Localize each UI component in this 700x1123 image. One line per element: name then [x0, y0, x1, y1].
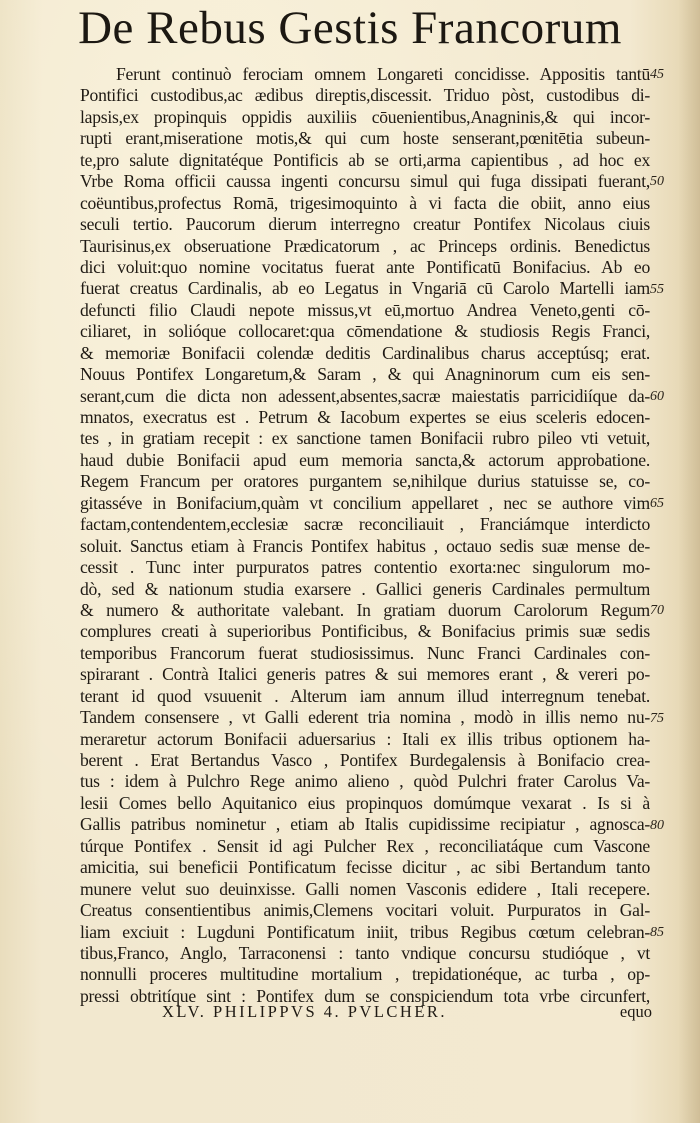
text-line: defuncti filio Claudi nepote missus,vt eū,mortuo Andrea Veneto,genti cō- — [80, 299, 650, 320]
text-line: munere velut suo deuinxisse. Galli nomen Vasconis edidere , Itali recepere. — [80, 878, 650, 899]
text-line: meraretur actorum Bonifacii aduersarius : Itali ex illis tribus optionem ha- — [80, 728, 650, 749]
text-line: Vrbe Roma officii caussa ingenti concursu simul qui fuga dissipati fuerant, — [80, 171, 650, 192]
text-line: seculi tertio. Paucorum dierum interregno creatur Pontifex Nicolaus ciuis — [80, 214, 650, 235]
text-line: Regem Francum per oratores purgantem se,nihilque durius statuisse se, co- — [80, 471, 650, 492]
margin-line-number: 60 — [650, 388, 664, 404]
text-line: nonnulli proceres multitudine mortalium , trepidationéque, ac turba , op- — [80, 964, 650, 985]
margin-line-number: 70 — [650, 603, 664, 619]
text-line: terant id quod vsuuenit . Alterum iam annum illud interregnum tenebat. — [80, 685, 650, 706]
page-footer — [162, 1001, 652, 1023]
text-line: lapsis,ex propinquis oppidis auxiliis cōuenientibus,Anagninis,& qui incor- — [80, 106, 650, 127]
text-line: tus : idem à Pulchro Rege animo alieno , quòd Pulchri frater Carolus Va- — [80, 771, 650, 792]
page-edge-shadow — [678, 0, 700, 1123]
signature-mark: XLV. PHILIPPVS 4. PVLCHER. — [162, 1002, 448, 1021]
body-text — [80, 64, 650, 1007]
text-line: haud dubie Bonifacii apud eum memoria sancta,& actorum approbatione. — [80, 449, 650, 470]
text-line: spirarant . Contrà Italici generis patres & sui memores erant , & vereri po- — [80, 664, 650, 685]
margin-line-number: 65 — [650, 496, 664, 511]
text-line: dò, sed & nationum studia exarsere . Gallici generis Cardinales permultum — [80, 578, 650, 599]
text-line: serant,cum die dicta non adessent,absentes,sacræ maiestatis parricidiíque da- — [80, 385, 650, 406]
running-head: De Rebus Gestis Francorum — [78, 2, 622, 54]
text-line: complures creati à superioribus Pontificibus, & Bonifacius primis suæ sedis — [80, 621, 650, 642]
text-line: cessit . Tunc inter purpuratos patres contentio exorta:nec singulorum mo- — [80, 557, 650, 578]
text-line: gitasséve in Bonifacium,quàm vt concilium appellaret , nec se authore vim — [80, 492, 650, 513]
text-line: coëuntibus,profectus Romā, trigesimoquinto à vi facta die obiit, anno eius — [80, 192, 650, 213]
catchword: equo — [619, 1002, 652, 1021]
text-line: Nouus Pontifex Longaretum,& Saram , & qui Anagninorum cum eis sen- — [80, 364, 650, 385]
text-line: tes , in gratiam recepit : ex sanctione tamen Bonifacii rubro pileo vti vetuit, — [80, 428, 650, 449]
text-line: Taurisinus,ex obseruatione Prædicatorum , ac Princeps ordinis. Benedictus — [80, 235, 650, 256]
margin-line-number: 80 — [650, 817, 664, 833]
text-line: soluit. Sanctus etiam à Francis Pontifex habitus , octauo sedis suæ mense de- — [80, 535, 650, 556]
text-line: fuerat creatus Cardinalis, ab eo Legatus in Vngariā cū Carolo Martelli iam — [80, 278, 650, 299]
text-line: Ferunt continuò ferociam omnem Longareti concidisse. Appositis tantū — [116, 64, 650, 84]
text-line: mnatos, execratus est . Petrum & Iacobum expertes se eius sceleris edocen- — [80, 407, 650, 427]
text-line: lesii Comes bello Aquitanico eius propinquos domúmque vexarat . Is si à — [80, 792, 650, 813]
margin-line-number: 75 — [650, 710, 664, 726]
text-line: Gallis patribus nominetur , etiam ab Italis cupidissime recipiatur , agnosca- — [80, 814, 650, 835]
text-line: tibus,Franco, Anglo, Tarraconensi : tanto vndique concursu studióque , vt — [80, 942, 650, 963]
text-line: Pontifici custodibus,ac ædibus direptis,discessit. Triduo pòst, custodibus di- — [80, 85, 650, 106]
margin-line-number: 45 — [650, 67, 664, 82]
text-line: & numero & authoritate valebant. In gratiam duorum Carolorum Regum — [80, 599, 650, 620]
text-line: te,pro salute dignitatéque Pontificis ab se orti,arma capientibus , ad hoc ex — [80, 149, 650, 170]
text-line: dici voluit:quo nomine vocitatus fuerat ante Pontificatū Bonifacius. Ab eo — [80, 256, 650, 277]
text-line: temporibus Francorum fuerat studiosissimus. Nunc Franci Cardinales con- — [80, 642, 650, 663]
text-line: & memoriæ Bonifacii colendæ deditis Cardinalibus charus acceptúsq; erat. — [80, 342, 650, 363]
text-line: túrque Pontifex . Sensit id agi Pulcher Rex , reconciliatáque cum Vascone — [80, 835, 650, 856]
text-line: pressi obtritíque sint : Pontifex dum se conspiciendum tota vrbe circunfert, — [80, 985, 650, 1006]
text-line: Creatus consentientibus animis,Clemens vocitari voluit. Purpuratos in Gal- — [80, 900, 650, 921]
margin-line-number: 85 — [650, 925, 664, 940]
text-line: factam,contendentem,ecclesiæ sacræ reconciliauit , Franciámque interdicto — [80, 514, 650, 535]
text-line: ciliaret, in solióque collocaret:qua cōmendatione & studiosis Regis Franci, — [80, 321, 650, 342]
margin-line-number: 50 — [650, 174, 664, 190]
text-line: Tandem consensere , vt Galli ederent tria nomina , modò in illis nemo nu- — [80, 707, 650, 728]
text-line: rupti erant,miseratione motis,& qui cum hoste senserant,pœnitētia subeun- — [80, 128, 650, 149]
text-line: amicitia, sui beneficii Pontificatum fecisse dicitur , ac sibi Bertandum tanto — [80, 857, 650, 878]
text-line: berent . Erat Bertandus Vasco , Pontifex Burdegalensis à Bonifacio crea- — [80, 750, 650, 770]
margin-line-number: 55 — [650, 281, 664, 297]
text-line: liam exciuit : Lugduni Pontificatum iniit, tribus Regibus cœtum celebran- — [80, 921, 650, 942]
